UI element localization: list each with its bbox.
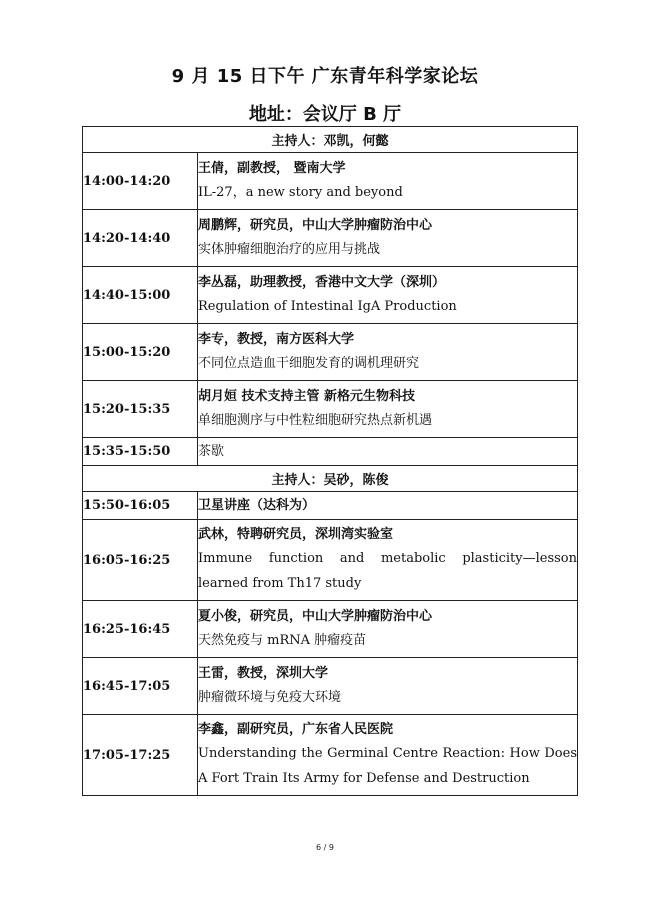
talk-detail: [198, 601, 578, 658]
table-row: [83, 658, 578, 715]
satellite-detail: [198, 492, 578, 520]
venue-location: 地址：会议厅 B 厅: [248, 104, 402, 125]
talk-detail: [198, 210, 578, 267]
session-host-row: [83, 127, 578, 153]
page-number: 6 / 9: [316, 843, 334, 852]
speaker-info: 胡月姮 技术支持主管 新格元生物科技: [198, 388, 416, 404]
session-host: 主持人：邓凯，何懿: [83, 127, 578, 153]
table-row: [83, 601, 578, 658]
table-row: [83, 210, 578, 267]
time-slot: 16:25-16:45: [83, 601, 198, 658]
table-row: [83, 715, 578, 796]
satellite-row: [83, 492, 578, 520]
talk-title: Immune function and metabolic plasticity—lesson learned from Th17 study: [198, 551, 577, 591]
talk-title: 肿瘤微环境与免疫大环境: [198, 689, 342, 705]
table-row: [83, 324, 578, 381]
talk-detail: [198, 381, 578, 438]
table-row: [83, 520, 578, 601]
speaker-info: 王雷，教授，深圳大学: [198, 665, 329, 681]
time-slot: 14:20-14:40: [83, 210, 198, 267]
speaker-info: 武林，特聘研究员，深圳湾实验室: [198, 527, 394, 542]
time-slot: 14:00-14:20: [83, 153, 198, 210]
table-row: [83, 381, 578, 438]
break-detail: [198, 438, 578, 466]
talk-detail: [198, 153, 578, 210]
talk-detail: [198, 267, 578, 324]
talk-title: 不同位点造血干细胞发育的调机理研究: [198, 355, 420, 371]
speaker-info: 王倩，副教授， 暨南大学: [198, 160, 346, 176]
talk-title: Understanding the Germinal Centre Reaction: How Does A Fort Train Its Army for Defense and Destruction: [198, 746, 577, 786]
satellite-label: 卫星讲座（达科为）: [198, 497, 316, 513]
talk-title: 实体肿瘤细胞治疗的应用与挑战: [198, 241, 381, 257]
speaker-info: 李专，教授，南方医科大学: [198, 331, 355, 347]
talk-detail: [198, 324, 578, 381]
time-slot: 16:05-16:25: [83, 520, 198, 601]
time-slot: 15:20-15:35: [83, 381, 198, 438]
page-title: 9 月 15 日下午 广东青年科学家论坛: [171, 66, 479, 87]
time-slot: 15:35-15:50: [83, 438, 198, 466]
time-slot: 16:45-17:05: [83, 658, 198, 715]
speaker-info: 夏小俊，研究员，中山大学肿瘤防治中心: [198, 608, 433, 624]
time-slot: 14:40-15:00: [83, 267, 198, 324]
break-label: 茶歇: [198, 443, 225, 459]
table-row: [83, 267, 578, 324]
speaker-info: 李鑫，副研究员，广东省人民医院: [198, 722, 394, 737]
speaker-info: 李丛磊，助理教授，香港中文大学（深圳）: [198, 274, 446, 290]
talk-title: 单细胞测序与中性粒细胞研究热点新机遇: [198, 412, 433, 428]
time-slot: 17:05-17:25: [83, 715, 198, 796]
talk-detail: [198, 715, 578, 796]
time-slot: 15:50-16:05: [83, 492, 198, 520]
time-slot: 15:00-15:20: [83, 324, 198, 381]
talk-title: Regulation of Intestinal IgA Production: [198, 298, 457, 314]
talk-detail: [198, 658, 578, 715]
session-host: 主持人：吴砂，陈俊: [83, 466, 578, 492]
schedule-table: [82, 126, 578, 796]
table-row: [83, 153, 578, 210]
session-host-row: [83, 466, 578, 492]
break-row: [83, 438, 578, 466]
talk-title: IL-27，a new story and beyond: [198, 184, 403, 200]
speaker-info: 周鹏辉，研究员，中山大学肿瘤防治中心: [198, 217, 433, 233]
talk-detail: [198, 520, 578, 601]
talk-title: 天然免疫与 mRNA 肿瘤疫苗: [198, 632, 367, 648]
